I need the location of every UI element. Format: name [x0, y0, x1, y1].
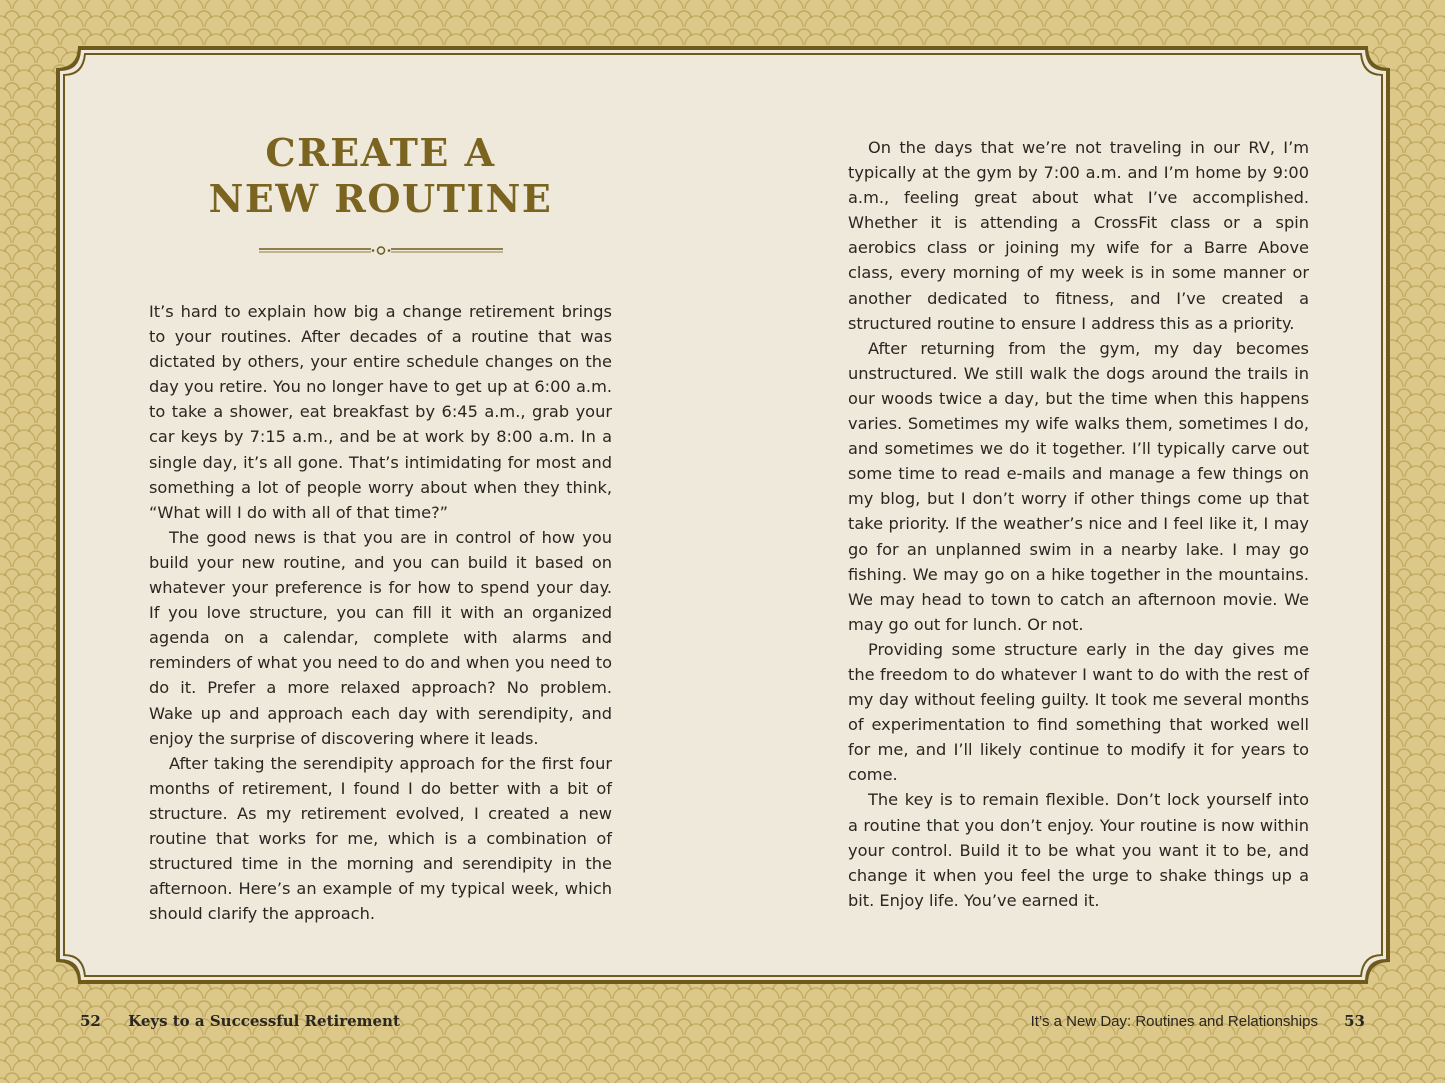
page-frame [56, 46, 1390, 984]
right-paragraph-4: The key is to remain flexible. Don’t lock yourself into a routine that you don’t enjoy. Your routine is now within your control. Build it to be what you want it to be, and change it when you feel the urge to shake things up a bit. Enjoy life. You’ve earned it. [848, 790, 1309, 910]
left-paragraph-1: It’s hard to explain how big a change retirement brings to your routines. After decades of a routine that was dictated by others, your entire schedule changes on the day you retire. You no longer have to get up at 6:00 a.m. to take a shower, eat breakfast by 6:45 a.m., grab your car keys by 7:15 a.m., and be at work by 8:00 a.m. In a single day, it’s all gone. That’s intimidating for most and something a lot of people worry about when they think, “What will I do with all of that time?” [149, 302, 612, 522]
right-paragraph-1: On the days that we’re not traveling in our RV, I’m typically at the gym by 7:00 a.m. and I’m home by 9:00 a.m., feeling great about what I’ve accomplished. Whether it is attending a CrossFit class or a spin aerobics class or joining my wife for a Barre Above class, every morning of my week is in some manner or another dedicated to fitness, and I’ve created a structured routine to ensure I address this as a priority. [848, 138, 1309, 333]
right-page-footer [1031, 1012, 1365, 1034]
left-page-number: 52 [80, 1012, 101, 1030]
right-paragraph-3: Providing some structure early in the day gives me the freedom to do whatever I want to do with the rest of my day without feeling guilty. It took me several months of experimentation to find something that worked well for me, and I’ll likely continue to modify it for years to come. [848, 639, 1309, 785]
left-page-footer [80, 1012, 400, 1034]
title-line-2: NEW ROUTINE [208, 176, 553, 221]
right-running-head: It’s a New Day: Routines and Relationships [1030, 1013, 1318, 1030]
left-paragraph-2: The good news is that you are in control of how you build your new routine, and you can build it based on whatever your preference is for how to spend your day. If you love structure, you can fill it with an organized agenda on a calendar, complete with alarms and reminders of what you need to do and when you need to do it. Prefer a more relaxed approach? No problem. Wake up and approach each day with serendipity, and enjoy the surprise of discovering where it leads. [149, 527, 612, 748]
right-paragraph-2: After returning from the gym, my day becomes unstructured. We still walk the dogs around the trails in our woods twice a day, but the time when this happens varies. Sometimes my wife walks them, sometimes I do, and sometimes we do it together. I’ll typically carve out some time to read e-mails and manage a few things on my blog, but I don’t worry if other things come up that take priority. If the weather’s nice and I feel like it, I may go for an unplanned swim in a nearby lake. I may go fishing. We may go on a hike together in the mountains. We may head to town to catch an afternoon movie. We may go out for lunch. Or not. [848, 338, 1309, 634]
title-line-1: CREATE A [265, 130, 496, 175]
content-panel [56, 46, 1390, 984]
right-page-number: 53 [1344, 1012, 1365, 1030]
left-column-text [149, 299, 612, 926]
right-column-text [848, 135, 1309, 913]
left-running-head: Keys to a Successful Retirement [128, 1012, 400, 1030]
ornament-divider-icon [259, 243, 503, 257]
left-paragraph-3: After taking the serendipity approach for the first four months of retirement, I found I do better with a bit of structure. As my retirement evolved, I created a new routine that works for me, which is a combination of structured time in the morning and serendipity in the afternoon. Here’s an example of my typical week, which should clarify the approach. [149, 753, 612, 924]
page-title [149, 130, 612, 222]
